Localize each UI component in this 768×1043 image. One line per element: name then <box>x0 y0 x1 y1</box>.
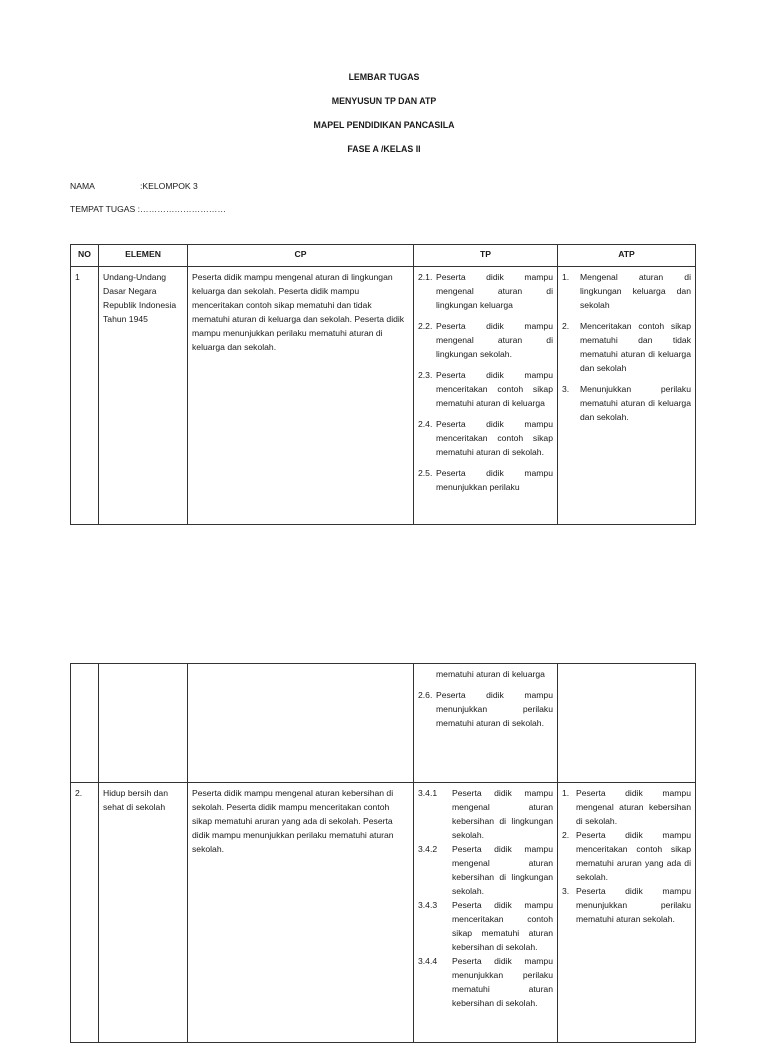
atp-text: Menceritakan contoh sikap mematuhi dan tidak mematuhi aturan di keluarga dan sekolah <box>580 321 691 373</box>
table-row <box>71 783 696 1043</box>
cell-tp <box>414 664 558 783</box>
tempat-line <box>70 202 226 216</box>
header-no: NO <box>71 245 99 267</box>
atp-text: Peserta didik mampu menunjukkan perilaku mematuhi aturan sekolah. <box>576 886 691 924</box>
cell-no <box>71 664 99 783</box>
tp-num: 3.4.4 <box>418 956 438 966</box>
tp-text: Peserta didik mampu mengenal aturan kebersihan di lingkungan sekolah. <box>452 788 553 840</box>
tp-num: 2.2. <box>418 321 433 331</box>
header-elemen: ELEMEN <box>99 245 188 267</box>
atp-num: 1. <box>562 788 570 798</box>
tp-text: Peserta didik mampu menceritakan contoh sikap mematuhi aturan kebersihan di sekolah. <box>452 900 553 952</box>
tp-text: Peserta didik mampu mengenal aturan kebersihan di lingkungan sekolah. <box>452 844 553 896</box>
cell-cp: Peserta didik mampu mengenal aturan di lingkungan keluarga dan sekolah. Peserta didik mampu menceritakan contoh sikap mematuhi dan tidak mematuhi aturan di keluarga dan sekolah. Peserta didik mampu menunjukkan perilaku mematuhi aturan di keluarga dan sekolah. <box>188 267 414 525</box>
title-mapel: MAPEL PENDIDIKAN PANCASILA <box>313 120 455 130</box>
cell-atp <box>558 783 696 1043</box>
tp-text: Peserta didik mampu menceritakan contoh sikap mematuhi aturan di sekolah. <box>436 419 553 457</box>
tp-num: 3.4.1 <box>418 788 438 798</box>
header-atp: ATP <box>558 245 696 267</box>
atp-text: Peserta didik mampu menceritakan contoh sikap mematuhi aruran yang ada di sekolah. <box>576 830 691 882</box>
cell-cp: Peserta didik mampu mengenal aturan kebersihan di sekolah. Peserta didik mampu menceritakan contoh sikap mematuhi aruran yang ada di sekolah. Peserta didik mampu menunjukkan perilaku mematuhi aturan sekolah. <box>188 783 414 1043</box>
cell-atp <box>558 267 696 525</box>
cell-no: 2. <box>71 783 99 1043</box>
nama-label: NAMA <box>70 181 95 191</box>
tp-text: Peserta didik mampu menunjukkan perilaku <box>436 468 553 492</box>
atp-num: 2. <box>562 321 570 331</box>
table-row-continued <box>71 664 696 783</box>
tp-num: 3.4.3 <box>418 900 438 910</box>
cell-elemen: Hidup bersih dan sehat di sekolah <box>99 783 188 1043</box>
tp-text: Peserta didik mampu mengenal aturan di lingkungan sekolah. <box>436 321 553 359</box>
atp-text: Mengenal aturan di lingkungan keluarga dan sekolah <box>580 272 691 310</box>
tp-atp-table-page2 <box>70 663 696 1043</box>
tp-num: 2.3. <box>418 370 433 380</box>
atp-num: 1. <box>562 272 570 282</box>
header-tp: TP <box>414 245 558 267</box>
cell-no: 1 <box>71 267 99 525</box>
tp-num: 3.4.2 <box>418 844 438 854</box>
atp-num: 3. <box>562 384 570 394</box>
tp-continued-text: mematuhi aturan di keluarga <box>436 669 545 679</box>
title-lembar-tugas: LEMBAR TUGAS <box>348 72 420 82</box>
title-menyusun: MENYUSUN TP DAN ATP <box>331 96 437 106</box>
tempat-value: ………………………… <box>140 204 226 214</box>
tp-text: Peserta didik mampu mengenal aturan di lingkungan keluarga <box>436 272 553 310</box>
atp-text: Peserta didik mampu mengenal aturan kebersihan di sekolah. <box>576 788 691 826</box>
header-cp: CP <box>188 245 414 267</box>
table-row <box>71 267 696 525</box>
tp-num: 2.1. <box>418 272 433 282</box>
cell-tp <box>414 267 558 525</box>
atp-num: 2. <box>562 830 570 840</box>
cell-cp <box>188 664 414 783</box>
cell-elemen: Undang-Undang Dasar Negara Republik Indonesia Tahun 1945 <box>99 267 188 525</box>
atp-num: 3. <box>562 886 570 896</box>
atp-text: Menunjukkan perilaku mematuhi aturan di keluarga dan sekolah. <box>580 384 691 422</box>
tp-atp-table-page1 <box>70 244 696 525</box>
tempat-label: TEMPAT TUGAS : <box>70 204 141 214</box>
cell-elemen <box>99 664 188 783</box>
document-title-block <box>0 70 768 166</box>
tp-text: Peserta didik mampu menunjukkan perilaku mematuhi aturan di sekolah. <box>436 690 553 728</box>
cell-atp <box>558 664 696 783</box>
tp-num: 2.6. <box>418 690 433 700</box>
tp-num: 2.5. <box>418 468 433 478</box>
nama-line <box>70 179 198 193</box>
nama-value: :KELOMPOK 3 <box>140 181 198 191</box>
cell-tp <box>414 783 558 1043</box>
tp-text: Peserta didik mampu menceritakan contoh sikap mematuhi aturan di keluarga <box>436 370 553 408</box>
table-header-row <box>71 245 696 267</box>
title-fase: FASE A /KELAS II <box>347 144 421 154</box>
tp-num: 2.4. <box>418 419 433 429</box>
tp-text: Peserta didik mampu menunjukkan perilaku mematuhi aturan kebersihan di sekolah. <box>452 956 553 1008</box>
